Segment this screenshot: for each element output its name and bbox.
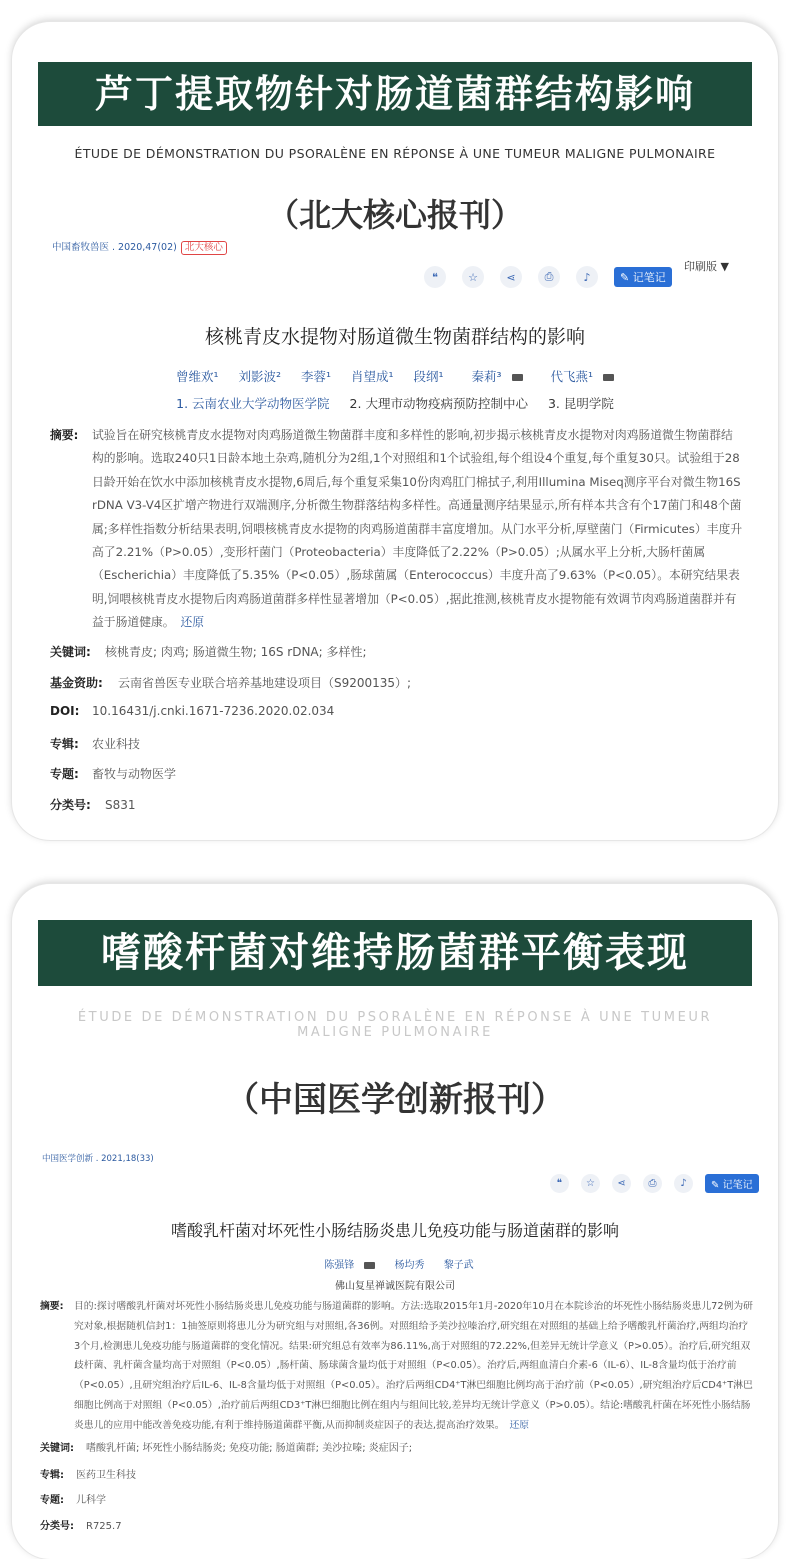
keywords-links[interactable]: 核桃青皮; 肉鸡; 肠道微生物; 16S rDNA; 多样性;: [105, 645, 367, 659]
edit-icon: ✎: [711, 1180, 720, 1191]
restore-link[interactable]: 还原: [509, 1419, 530, 1431]
print-icon[interactable]: ⎙: [643, 1174, 662, 1193]
section-banner: 芦丁提取物针对肠道菌群结构影响: [38, 62, 752, 126]
bell-icon[interactable]: ♪: [674, 1174, 693, 1193]
article-card-1: [12, 22, 778, 840]
series-label: 专辑:: [40, 1470, 64, 1481]
author-link[interactable]: 陈强锋: [316, 1256, 375, 1271]
abstract-text: 目的:探讨嗜酸乳杆菌对坏死性小肠结肠炎患儿免疫功能与肠道菌群的影响。方法:选取2015年1月-2020年10月在本院诊治的坏死性小肠结肠炎患儿72例为研究对象,根据随机信封1：1抽签原则将患儿分为研究组与对照组,各36例。对照组给予美沙拉嗪治疗,研究组在对照组的基础上给予嗜酸乳杆菌治疗,两组均治疗3个月,检测患儿免疫功能与肠道菌群的变化情况。结果:研究组总有效率为86.11%,高于对照组的72.22%,但差异无统计学意义（P>0.05）。治疗后,研究组双歧杆菌、乳杆菌含量均高于对照组（P<0.05）,肠杆菌、肠球菌含量均低于对照组（P<0.05）。治疗后,两组血清白介素-6（IL-6）、IL-8含量均低于治疗前（P<0.05）,且研究组治疗后IL-6、IL-8含量均低于对照组（P<0.05）。治疗后两组CD4⁺T淋巴细胞比例均高于治疗前（P<0.05）,研究组治疗后CD4⁺T淋巴细胞比例高于对照组（P<0.05）,治疗前后两组CD3⁺T淋巴细胞比例在组内与组间比较,差异均无统计学意义（P>0.05）。结论:嗜酸乳杆菌在坏死性小肠结肠炎患儿的应用中能改善免疫功能,有利于维持肠道菌群平衡,从而抑制炎症因子的表达,提高治疗效果。: [74, 1301, 753, 1431]
series-value: 农业科技: [92, 737, 141, 751]
keywords-label: 关键词:: [50, 645, 91, 659]
article-title: 核桃青皮水提物对肠道微生物菌群结构的影响: [204, 326, 585, 348]
take-note-button[interactable]: [614, 267, 672, 287]
series-row: [40, 1466, 136, 1481]
institution-list: [12, 394, 778, 412]
take-note-label: 记笔记: [722, 1180, 753, 1191]
topic-label: 专题:: [50, 767, 79, 781]
institution-link[interactable]: 佛山复星禅诚医院有限公司: [335, 1281, 455, 1292]
class-row: [40, 1517, 122, 1532]
french-subtitle: ÉTUDE DE DÉMONSTRATION DU PSORALÈNE EN RÉPONSE À UNE TUMEUR MALIGNE PULMONAIRE: [77, 1010, 713, 1040]
article-toolbar: [424, 266, 672, 288]
article-card-2: [12, 884, 778, 1559]
keywords-row: [40, 1439, 412, 1454]
abstract-label: 摘要:: [50, 428, 79, 442]
author-link[interactable]: 黎子武: [443, 1260, 474, 1271]
author-link[interactable]: 段纲¹: [413, 369, 444, 384]
institution-list: [12, 1277, 778, 1292]
take-note-label: 记笔记: [632, 271, 666, 284]
topic-row: [50, 765, 176, 782]
author-link[interactable]: 李蓉¹: [300, 369, 331, 384]
fund-value[interactable]: 云南省兽医专业联合培养基地建设项目（S9200135）;: [118, 676, 412, 690]
print-version-dropdown[interactable]: 印刷版 ▼: [684, 260, 729, 273]
abstract-section: [50, 424, 744, 635]
restore-link[interactable]: 还原: [180, 615, 205, 630]
class-value: S831: [105, 798, 136, 812]
share-icon[interactable]: ⋖: [500, 266, 522, 288]
article-toolbar: [550, 1174, 759, 1193]
take-note-button[interactable]: [705, 1174, 759, 1193]
abstract-label: 摘要:: [40, 1301, 64, 1312]
bell-icon[interactable]: ♪: [576, 266, 598, 288]
topic-value: 儿科学: [76, 1495, 106, 1506]
class-label: 分类号:: [50, 798, 91, 812]
class-value: R725.7: [86, 1521, 122, 1532]
author-list: [12, 1256, 778, 1271]
favorite-star-icon[interactable]: ☆: [462, 266, 484, 288]
doi-row: [50, 704, 334, 718]
author-link[interactable]: 肖望成¹: [350, 369, 394, 384]
fund-row: [50, 674, 411, 691]
author-link[interactable]: 曾维欢¹: [175, 369, 219, 384]
class-label: 分类号:: [40, 1521, 74, 1532]
institution-link[interactable]: 1. 云南农业大学动物医学院: [176, 396, 330, 411]
favorite-star-icon[interactable]: ☆: [581, 1174, 600, 1193]
journal-meta: [52, 239, 227, 255]
topic-label: 专题:: [40, 1495, 64, 1506]
keywords-row: [50, 643, 367, 660]
author-link[interactable]: 秦莉³: [463, 367, 522, 385]
class-row: [50, 796, 136, 813]
series-row: [50, 735, 140, 752]
section-banner: 嗜酸杆菌对维持肠菌群平衡表现: [38, 920, 752, 986]
doi-label: DOI:: [50, 704, 80, 718]
fund-label: 基金资助:: [50, 676, 103, 690]
mail-icon[interactable]: [512, 374, 523, 381]
edit-icon: ✎: [620, 271, 630, 284]
share-icon[interactable]: ⋖: [612, 1174, 631, 1193]
institution-link[interactable]: 3. 昆明学院: [547, 396, 614, 411]
journal-source-link[interactable]: 中国畜牧兽医 . 2020,47(02): [52, 242, 177, 253]
series-label: 专辑:: [50, 737, 79, 751]
topic-row: [40, 1491, 106, 1506]
mail-icon[interactable]: [603, 374, 614, 381]
french-subtitle: ÉTUDE DE DÉMONSTRATION DU PSORALÈNE EN RÉPONSE À UNE TUMEUR MALIGNE PULMONAIRE: [74, 146, 716, 161]
journal-type-heading: （中国医学创新报刊）: [225, 1080, 565, 1120]
abstract-section: [40, 1297, 754, 1436]
journal-source-link[interactable]: 中国医学创新 . 2021,18(33): [42, 1154, 154, 1164]
mail-icon[interactable]: [364, 1262, 375, 1269]
core-journal-badge: 北大核心: [181, 241, 227, 255]
keywords-label: 关键词:: [40, 1443, 74, 1454]
journal-meta: [42, 1152, 154, 1164]
quote-icon[interactable]: ❝: [550, 1174, 569, 1193]
journal-type-heading: （北大核心报刊）: [266, 196, 523, 234]
doi-value: 10.16431/j.cnki.1671-7236.2020.02.034: [92, 704, 335, 718]
keywords-links[interactable]: 嗜酸乳杆菌; 坏死性小肠结肠炎; 免疫功能; 肠道菌群; 美沙拉嗪; 炎症因子;: [86, 1443, 413, 1454]
topic-value: 畜牧与动物医学: [92, 767, 177, 781]
author-list: [12, 367, 778, 385]
author-link[interactable]: 杨均秀: [394, 1260, 425, 1271]
author-link[interactable]: 代飞燕¹: [542, 367, 614, 385]
quote-icon[interactable]: ❝: [424, 266, 446, 288]
article-title: 嗜酸乳杆菌对坏死性小肠结肠炎患儿免疫功能与肠道菌群的影响: [170, 1221, 619, 1240]
series-value: 医药卫生科技: [76, 1470, 136, 1481]
print-icon[interactable]: ⎙: [538, 266, 560, 288]
author-link[interactable]: 刘影波²: [238, 369, 281, 384]
abstract-text: 试验旨在研究核桃青皮水提物对肉鸡肠道微生物菌群丰度和多样性的影响,初步揭示核桃青皮水提物对肉鸡肠道微生物菌群结构的影响。选取240只1日龄本地土杂鸡,随机分为2组,1个对照组和1个试验组,每个组设4个重复,每个重复30只。试验组于28日龄开始在饮水中添加核桃青皮水提物,6周后,每个重复采集10份肉鸡肛门棉拭子,利用Illumina Miseq测序平台对微生物16S rDNA V3-V4区扩增产物进行双端测序,分析微生物群落结构多样性。高通量测序结果显示,所有样本共含有个17菌门和48个菌属;多样性指数分析结果表明,饲喂核桃青皮水提物的肉鸡肠道菌群丰富度增加。从门水平分析,厚壁菌门（Firmicutes）丰度升高了2.21%（P>0.05）,变形杆菌门（Proteobacteria）丰度降低了2.22%（P>0.05）;从属水平上分析,大肠杆菌属（Escherichia）丰度降低了5.35%（P<0.05）,肠球菌属（Enterococcus）丰度升高了9.63%（P<0.05）。本研究结果表明,饲喂核桃青皮水提物后肉鸡肠道菌群多样性显著增加（P<0.05）,据此推测,核桃青皮水提物能有效调节肉鸡肠道菌群并有益于肠道健康。: [92, 428, 743, 630]
institution-link[interactable]: 2. 大理市动物疫病预防控制中心: [349, 396, 528, 411]
